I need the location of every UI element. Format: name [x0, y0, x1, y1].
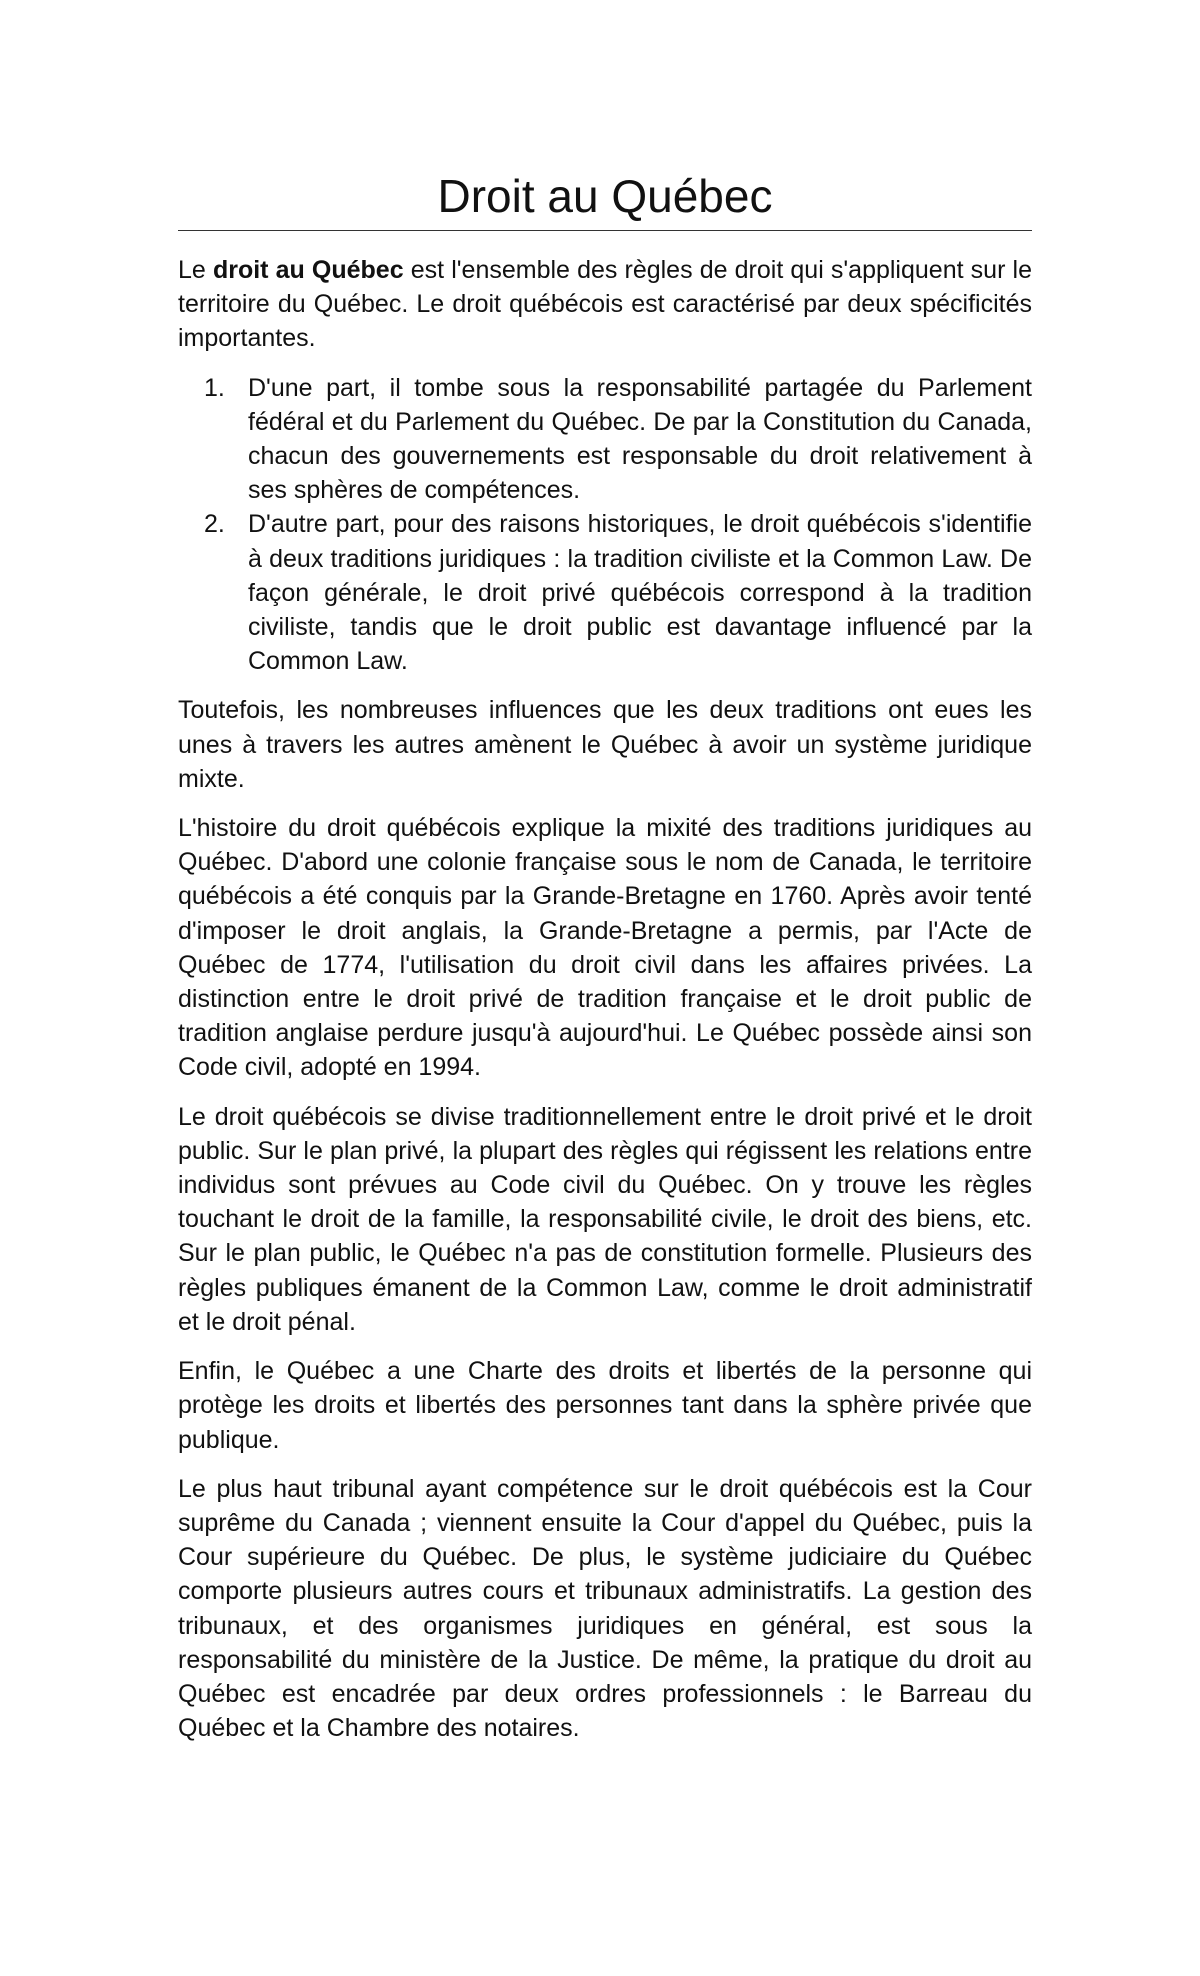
list-item-text: D'autre part, pour des raisons historiques, le droit québécois s'identifie à deux traditions juridiques : la tradition civiliste et la Common Law. De façon générale, le droit privé québécois correspond à la tradition civiliste, tandis que le droit public est davantage influencé par la Common Law.: [248, 510, 1032, 676]
numbered-list: [178, 371, 1032, 679]
list-item: [178, 371, 1032, 508]
list-item-number: 1.: [204, 373, 225, 402]
intro-rest: est l'ensemble des règles de droit qui s'appliquent sur le territoire du Québec. Le droit québécois est caractérisé par deux spécificités importantes.: [178, 256, 1032, 353]
intro-term: droit au Québec: [212, 256, 404, 284]
paragraph-mixed-system: Toutefois, les nombreuses influences que les deux traditions ont eues les unes à travers les autres amènent le Québec à avoir un système juridique mixte.: [178, 696, 1032, 793]
list-item-text: D'une part, il tombe sous la responsabilité partagée du Parlement fédéral et du Parlement du Québec. De par la Constitution du Canada, chacun des gouvernements est responsable du droit relativement à ses sphères de compétences.: [248, 373, 1032, 505]
intro-lead: Le: [178, 256, 213, 284]
paragraph-private-public: Le droit québécois se divise traditionnellement entre le droit privé et le droit public. Sur le plan privé, la plupart des règles qui régissent les relations entre individus sont prévues au Code civil du Québec. On y trouve les règles touchant le droit de la famille, la responsabilité civile, le droit des biens, etc. Sur le plan public, le Québec n'a pas de constitution formelle. Plusieurs des règles publiques émanent de la Common Law, comme le droit administratif et le droit pénal.: [178, 1102, 1032, 1336]
paragraph-history: L'histoire du droit québécois explique la mixité des traditions juridiques au Québec. D'abord une colonie française sous le nom de Canada, le territoire québécois a été conquis par la Grande-Bretagne en 1760. Après avoir tenté d'imposer le droit anglais, la Grande-Bretagne a permis, par l'Acte de Québec de 1774, l'utilisation du droit civil dans les affaires privées. La distinction entre le droit privé de tradition française et le droit public de tradition anglaise perdure jusqu'à aujourd'hui. Le Québec possède ainsi son Code civil, adopté en 1994.: [178, 814, 1032, 1082]
paragraph-courts: Le plus haut tribunal ayant compétence sur le droit québécois est la Cour suprême du Canada ; viennent ensuite la Cour d'appel du Québec, puis la Cour supérieure du Québec. De plus, le système judiciaire du Québec comporte plusieurs autres cours et tribunaux administratifs. La gestion des tribunaux, et des organismes juridiques en général, est sous la responsabilité du ministère de la Justice. De même, la pratique du droit au Québec est encadrée par deux ordres professionnels : le Barreau du Québec et la Chambre des notaires.: [178, 1474, 1032, 1743]
intro-paragraph: [178, 253, 1032, 356]
list-item-number: 2.: [204, 510, 225, 539]
page-title: Droit au Québec: [178, 168, 1032, 231]
document-page: [178, 168, 1032, 1745]
paragraph-charter: Enfin, le Québec a une Charte des droits et libertés de la personne qui protège les droits et libertés des personnes tant dans la sphère privée que publique.: [178, 1357, 1032, 1454]
list-item: [178, 507, 1032, 678]
